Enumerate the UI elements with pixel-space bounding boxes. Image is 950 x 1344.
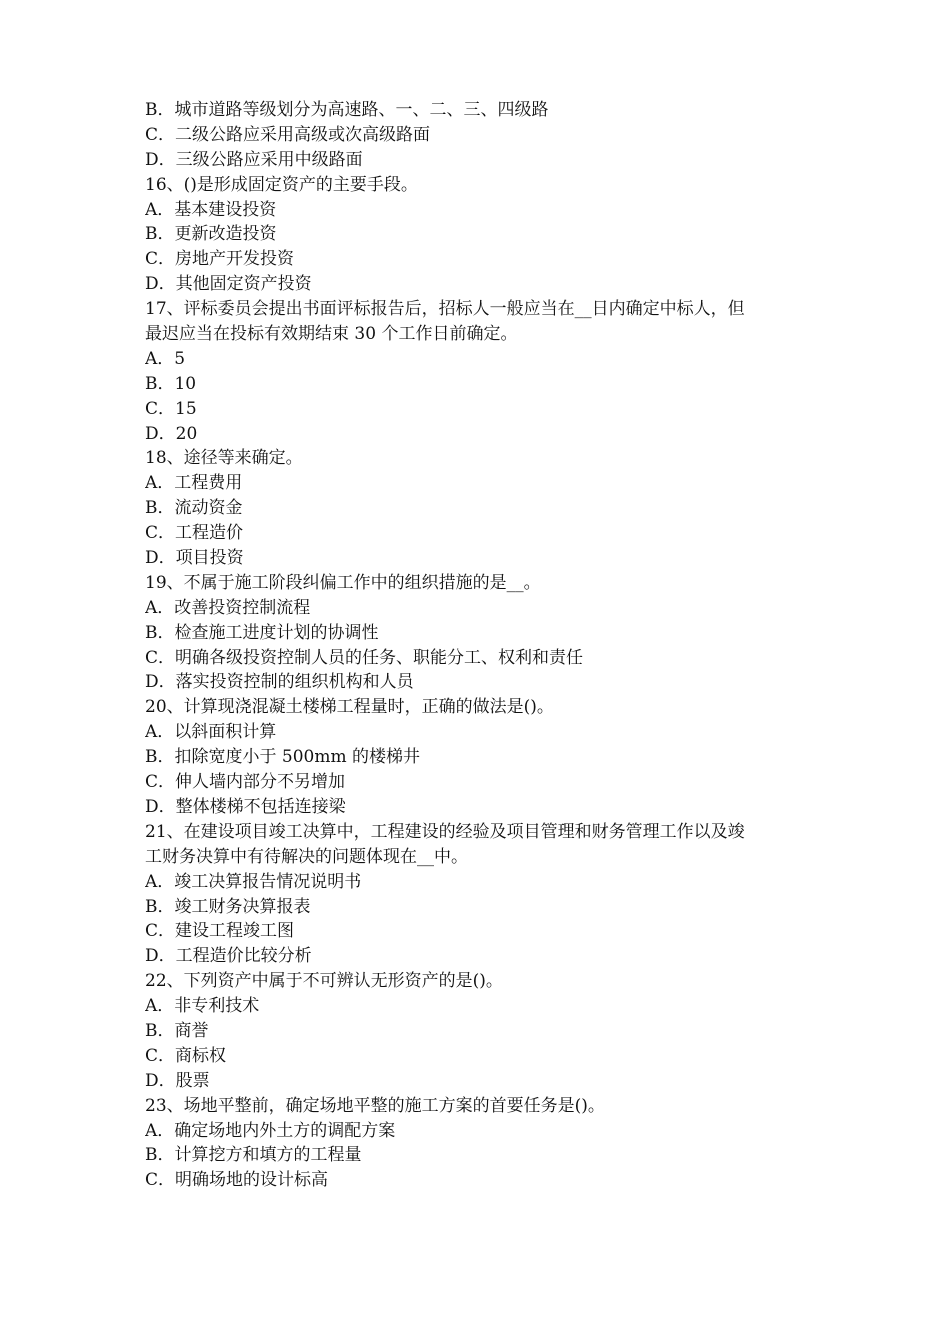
option-a-line: A．5 [145,348,186,369]
option-d-line: D．其他固定资产投资 [145,274,312,295]
option-b-line: B．竣工财务决算报表 [145,896,311,917]
option-d-line: D．落实投资控制的组织机构和人员 [145,672,414,693]
option-c-line: C．二级公路应采用高级或次高级路面 [145,124,431,145]
option-c-line: C．明确场地的设计标高 [145,1170,329,1191]
option-a-line: A．确定场地内外土方的调配方案 [145,1120,396,1141]
option-a-line: A．基本建设投资 [145,199,277,220]
option-c-line: C．15 [145,398,197,419]
question-17: 17、评标委员会提出书面评标报告后，招标人一般应当在__日内确定中标人，但 [145,299,745,320]
option-b-line: B．检查施工进度计划的协调性 [145,622,379,643]
option-b-line: B．流动资金 [145,498,243,519]
option-b-line: B．商誉 [145,1020,209,1041]
question-23: 23、场地平整前，确定场地平整的施工方案的首要任务是()。 [145,1095,605,1116]
option-c-line: C．伸人墙内部分不另增加 [145,772,346,793]
option-d-line: D．工程造价比较分析 [145,946,312,967]
option-c-line: C．商标权 [145,1045,227,1066]
option-a-line: A．非专利技术 [145,996,260,1017]
option-a-line: A．工程费用 [145,473,243,494]
option-a-line: A．竣工决算报告情况说明书 [145,871,362,892]
option-b-line: B．10 [145,373,197,394]
question-18: 18、途径等来确定。 [145,448,303,469]
option-d-line: D．三级公路应采用中级路面 [145,149,363,170]
option-a-line: A．以斜面积计算 [145,722,277,743]
option-c-line: C．建设工程竣工图 [145,921,295,942]
option-d-line: D．20 [145,423,198,444]
question-17-continued: 最迟应当在投标有效期结束 30 个工作日前确定。 [145,324,518,345]
option-b-line: B．计算挖方和填方的工程量 [145,1145,362,1166]
question-19: 19、不属于施工阶段纠偏工作中的组织措施的是__。 [145,572,541,593]
option-b-line: B．扣除宽度小于 500mm 的楼梯井 [145,747,420,768]
option-d-line: D．股票 [145,1070,210,1091]
option-c-line: C．房地产开发投资 [145,249,295,270]
question-21: 21、在建设项目竣工决算中，工程建设的经验及项目管理和财务管理工作以及竣 [145,821,745,842]
document-page [145,98,825,1193]
option-c-line: C．工程造价 [145,523,244,544]
question-22: 22、下列资产中属于不可辨认无形资产的是()。 [145,971,503,992]
option-d-line: D．整体楼梯不包括连接梁 [145,796,346,817]
option-b-line: B．更新改造投资 [145,224,277,245]
option-a-line: A．改善投资控制流程 [145,597,311,618]
question-21-continued: 工财务决算中有待解决的问题体现在__中。 [145,846,468,867]
option-d-line: D．项目投资 [145,548,244,569]
option-b-line: B．城市道路等级划分为高速路、一、二、三、四级路 [145,100,549,120]
question-16: 16、()是形成固定资产的主要手段。 [145,174,418,195]
question-20: 20、计算现浇混凝土楼梯工程量时，正确的做法是()。 [145,697,554,718]
option-c-line: C．明确各级投资控制人员的任务、职能分工、权利和责任 [145,647,584,668]
